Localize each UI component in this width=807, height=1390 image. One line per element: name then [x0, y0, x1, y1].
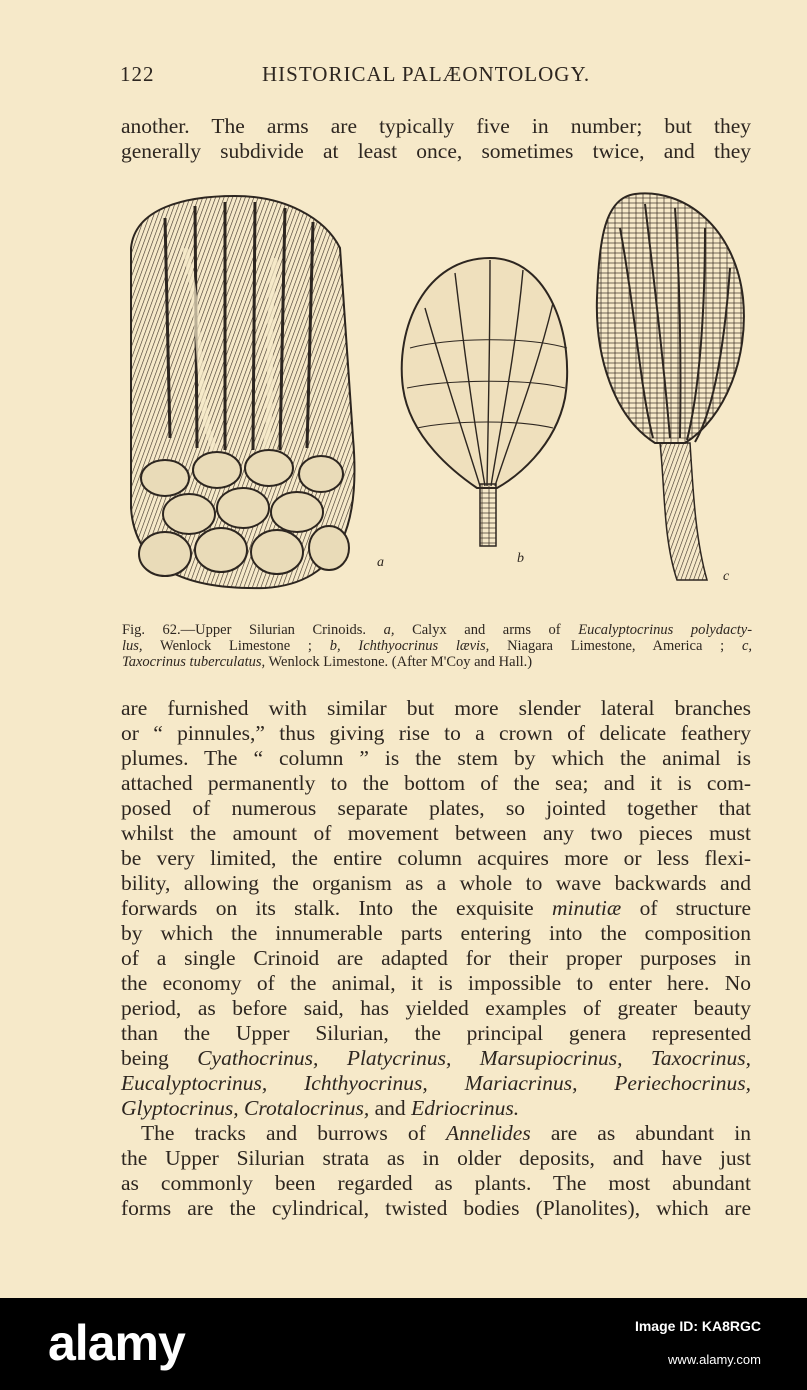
text-line: are furnished with similar but more slender lateral branches [121, 696, 751, 720]
fossil-c-taxocrinus [597, 193, 744, 580]
main-paragraph [121, 696, 751, 1221]
text-line: by which the innumerable parts entering into the composition [121, 921, 751, 945]
figure-label-a: a [377, 555, 384, 570]
fossil-a-eucalyptocrinus [131, 196, 355, 588]
text-line: the Upper Silurian strata as in older deposits, and have just [121, 1146, 751, 1170]
text-line: another. The arms are typically five in number; but they [121, 114, 751, 138]
text-line: whilst the amount of movement between any two pieces must [121, 821, 751, 845]
text-line: generally subdivide at least once, sometimes twice, and they [121, 139, 751, 163]
text-line: The tracks and burrows of Annelides are as abundant in [141, 1121, 752, 1145]
fossil-b-ichthyocrinus [402, 258, 567, 546]
running-title: HISTORICAL PALÆONTOLOGY. [262, 62, 591, 86]
text-line: attached permanently to the bottom of the sea; and it is com- [121, 771, 751, 795]
text-line: as commonly been regarded as plants. The most abundant [121, 1171, 751, 1195]
text-line: Eucalyptocrinus, Ichthyocrinus, Mariacrinus, Periechocrinus, [121, 1071, 752, 1095]
text-line: be very limited, the entire column acquires more or less flexi- [121, 846, 751, 870]
page-number: 122 [120, 62, 155, 86]
text-line: being Cyathocrinus, Platycrinus, Marsupiocrinus, Taxocrinus, [121, 1046, 752, 1070]
text-line: forwards on its stalk. Into the exquisite minutiæ of structure [121, 896, 752, 920]
alamy-logo: alamy [48, 1315, 185, 1371]
text-line: Glyptocrinus, Crotalocrinus, and Edriocrinus. [121, 1096, 520, 1120]
text-line: plumes. The “ column ” is the stem by which the animal is [121, 746, 751, 770]
caption-line: lus, Wenlock Limestone ; b, Ichthyocrinus lævis, Niagara Limestone, America ; c, [122, 638, 753, 654]
figure-label-c: c [723, 569, 730, 584]
text-line: of a single Crinoid are adapted for their proper purposes in [121, 946, 751, 970]
text-line: or “ pinnules,” thus giving rise to a crown of delicate feathery [121, 721, 751, 745]
top-paragraph [121, 114, 751, 164]
caption-line: Taxocrinus tuberculatus, Wenlock Limestone. (After M'Coy and Hall.) [122, 654, 533, 670]
text-line: than the Upper Silurian, the principal genera represented [121, 1021, 751, 1045]
crinoid-figure [125, 188, 750, 600]
image-id: Image ID: KA8RGC [634, 1318, 761, 1334]
text-line: the economy of the animal, it is impossible to enter here. No [121, 971, 751, 995]
text-line: forms are the cylindrical, twisted bodies (Planolites), which are [121, 1196, 751, 1220]
figure-caption [122, 622, 752, 670]
figure-label-b: b [517, 551, 524, 566]
text-line: posed of numerous separate plates, so jointed together that [121, 796, 751, 820]
caption-line: Fig. 62.—Upper Silurian Crinoids. a, Calyx and arms of Eucalyptocrinus polydacty- [122, 622, 753, 638]
text-line: bility, allowing the organism as a whole to wave backwards and [121, 871, 751, 895]
text-line: period, as before said, has yielded examples of greater beauty [121, 996, 751, 1020]
stock-url: www.alamy.com [668, 1352, 761, 1367]
